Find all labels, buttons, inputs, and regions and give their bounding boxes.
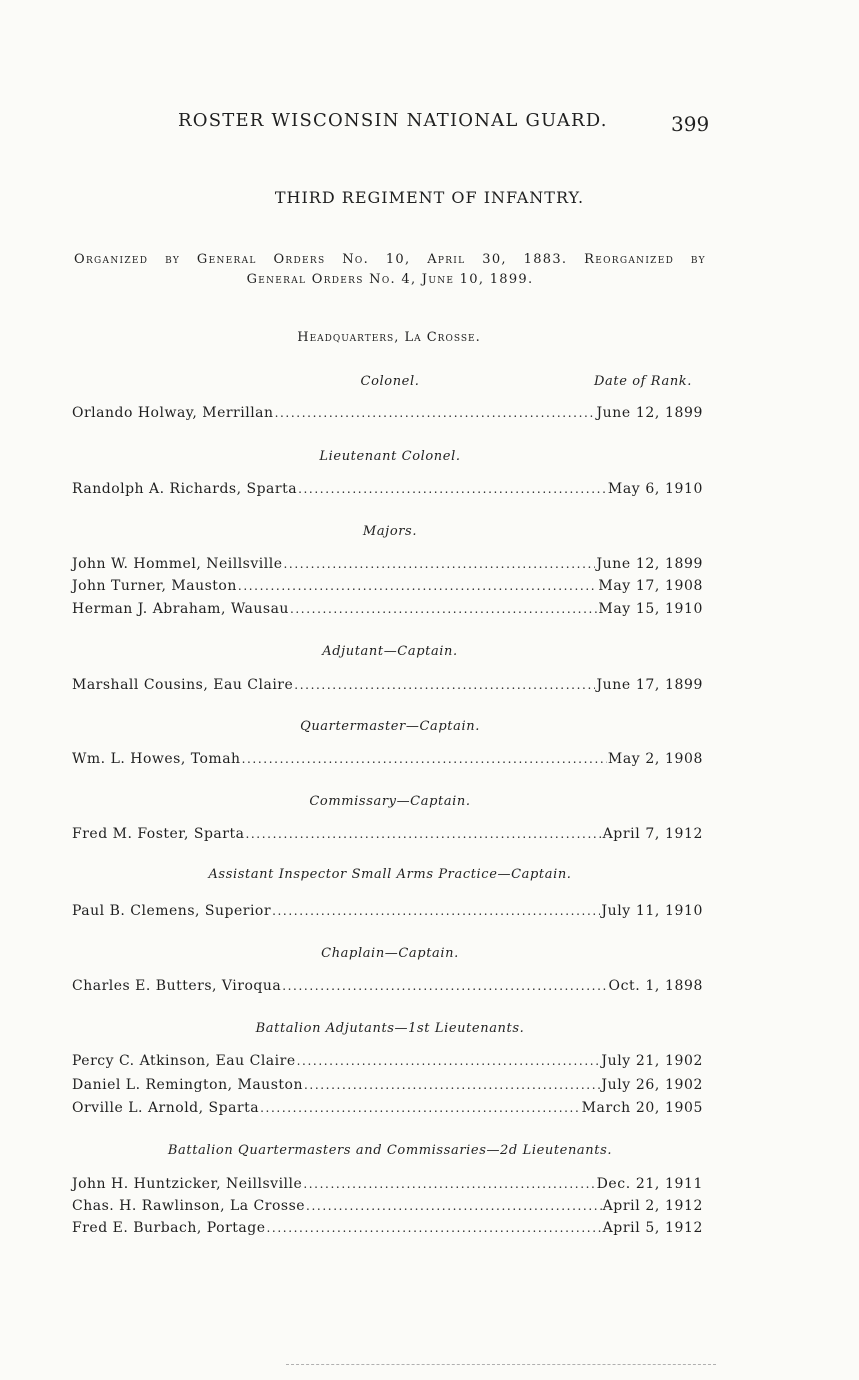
section-title-quartermaster: Quartermaster—Captain.: [300, 719, 480, 734]
org-word: 1883.: [523, 252, 568, 267]
section-title-battalion-quartermasters: Battalion Quartermasters and Commissaries—2d Lieutenants.: [167, 1143, 613, 1158]
roster-entry: [72, 1220, 703, 1236]
rank-date: June 12, 1899: [596, 405, 703, 421]
rank-date: April 5, 1912: [602, 1220, 703, 1236]
roster-entry: [72, 677, 703, 693]
officer-name: John Turner, Mauston: [72, 578, 237, 594]
section-title-majors: Majors.: [362, 524, 418, 539]
rank-date: May 6, 1910: [607, 481, 703, 497]
org-word: 10,: [385, 252, 411, 267]
rank-date: June 17, 1899: [596, 677, 703, 693]
officer-name: John W. Hommel, Neillsville: [72, 556, 283, 572]
dot-leader: [245, 827, 601, 841]
headquarters-heading: Headquarters, La Crosse.: [297, 330, 481, 345]
roster-entry: [72, 1176, 703, 1192]
dot-leader: [297, 1054, 601, 1068]
org-word: Orders: [273, 252, 326, 267]
section-title-colonel: Colonel.: [360, 374, 420, 389]
dot-leader: [294, 678, 595, 692]
org-word: Reorganized: [584, 252, 675, 267]
page-number: 399: [671, 112, 710, 136]
roster-entry: [72, 556, 703, 572]
dot-leader: [282, 979, 607, 993]
rank-date: May 2, 1908: [607, 751, 703, 767]
organization-note: [74, 250, 706, 290]
rank-date: March 20, 1905: [581, 1100, 703, 1116]
dot-leader: [284, 557, 596, 571]
officer-name: Paul B. Clemens, Superior: [72, 903, 272, 919]
roster-entry: [72, 1077, 703, 1093]
officer-name: Charles E. Butters, Viroqua: [72, 978, 282, 994]
rank-date: Oct. 1, 1898: [608, 978, 703, 994]
running-title: ROSTER WISCONSIN NATIONAL GUARD.: [178, 110, 608, 131]
organization-line-1: [74, 250, 706, 270]
roster-entry: [72, 1053, 703, 1069]
org-word: Organized: [74, 252, 149, 267]
roster-entry: [72, 405, 703, 421]
roster-entry: [72, 978, 703, 994]
officer-name: Herman J. Abraham, Wausau: [72, 601, 289, 617]
officer-name: Orville L. Arnold, Sparta: [72, 1100, 260, 1116]
dot-leader: [303, 1177, 595, 1191]
dot-leader: [304, 1078, 600, 1092]
dot-leader: [260, 1101, 580, 1115]
dot-leader: [306, 1199, 602, 1213]
section-title-commissary: Commissary—Captain.: [309, 794, 471, 809]
officer-name: Wm. L. Howes, Tomah: [72, 751, 241, 767]
org-word: April: [427, 252, 466, 267]
roster-entry: [72, 578, 703, 594]
section-title-chaplain: Chaplain—Captain.: [321, 946, 459, 961]
dot-leader: [238, 579, 598, 593]
officer-name: Percy C. Atkinson, Eau Claire: [72, 1053, 296, 1069]
organization-line-2: General Orders No. 4, June 10, 1899.: [246, 272, 534, 287]
rank-date: April 2, 1912: [602, 1198, 703, 1214]
officer-name: Daniel L. Remington, Mauston: [72, 1077, 303, 1093]
officer-name: Randolph A. Richards, Sparta: [72, 481, 298, 497]
roster-entry: [72, 1198, 703, 1214]
rank-date: May 17, 1908: [598, 578, 703, 594]
org-word: by: [690, 252, 706, 267]
officer-name: Fred E. Burbach, Portage: [72, 1220, 266, 1236]
roster-entry: [72, 751, 703, 767]
org-word: 30,: [482, 252, 507, 267]
officer-name: Marshall Cousins, Eau Claire: [72, 677, 294, 693]
officer-name: Orlando Holway, Merrillan: [72, 405, 274, 421]
dot-leader: [272, 904, 600, 918]
rank-date: May 15, 1910: [598, 601, 703, 617]
rank-date: June 12, 1899: [596, 556, 703, 572]
officer-name: John H. Huntzicker, Neillsville: [72, 1176, 303, 1192]
roster-entry: [72, 903, 703, 919]
section-title-adjutant: Adjutant—Captain.: [322, 644, 458, 659]
officer-name: Chas. H. Rawlinson, La Crosse: [72, 1198, 306, 1214]
regiment-title: THIRD REGIMENT OF INFANTRY.: [274, 188, 585, 207]
rank-date: July 11, 1910: [601, 903, 703, 919]
dot-leader: [242, 752, 607, 766]
rank-date: April 7, 1912: [602, 826, 703, 842]
section-title-battalion-adjutants: Battalion Adjutants—1st Lieutenants.: [255, 1021, 525, 1036]
officer-name: Fred M. Foster, Sparta: [72, 826, 245, 842]
section-title-lieutenant-colonel: Lieutenant Colonel.: [319, 449, 461, 464]
rank-date: July 21, 1902: [601, 1053, 703, 1069]
date-of-rank-caption: Date of Rank.: [594, 374, 693, 389]
rank-date: July 26, 1902: [601, 1077, 703, 1093]
dot-leader: [266, 1221, 601, 1235]
org-word: No.: [342, 252, 370, 267]
roster-entry: [72, 601, 703, 617]
roster-entry: [72, 1100, 703, 1116]
org-word: by: [165, 252, 181, 267]
dot-leader: [298, 482, 607, 496]
rank-date: Dec. 21, 1911: [596, 1176, 703, 1192]
dot-leader: [275, 406, 596, 420]
roster-entry: [72, 826, 703, 842]
section-title-small-arms-inspector: Assistant Inspector Small Arms Practice—Captain.: [208, 867, 572, 882]
dot-leader: [290, 602, 597, 616]
org-word: General: [196, 252, 257, 267]
bottom-rule: [286, 1364, 716, 1365]
roster-entry: [72, 481, 703, 497]
